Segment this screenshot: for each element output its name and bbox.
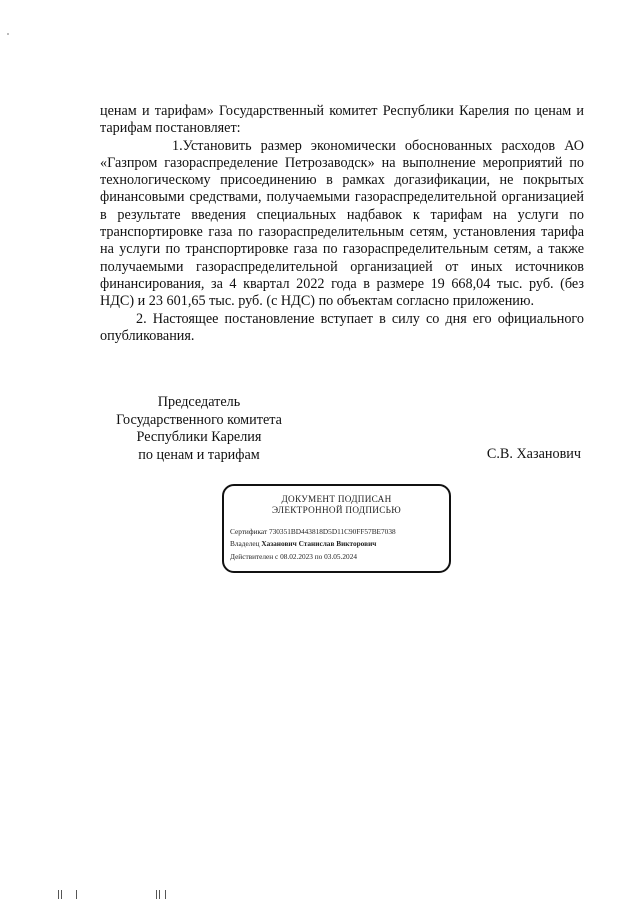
electronic-signature-stamp bbox=[222, 484, 451, 573]
stamp-valid-to: 03.05.2024 bbox=[324, 551, 357, 561]
stamp-owner-value: Хазанович Станислав Викторович bbox=[261, 539, 377, 549]
scan-registration-marks bbox=[58, 890, 198, 900]
stamp-title bbox=[224, 494, 449, 516]
signer-name: С.В. Хазанович bbox=[486, 446, 581, 462]
signer-position-line: по ценам и тарифам bbox=[138, 446, 260, 463]
signer-position bbox=[104, 394, 294, 464]
stamp-details bbox=[230, 526, 450, 563]
clause-2: 2. Настоящее постановление вступает в силу со дня его официального опубликования. bbox=[100, 310, 584, 344]
signer-position-line: Государственного комитета bbox=[116, 411, 282, 428]
scan-mark bbox=[76, 890, 77, 899]
document-body bbox=[100, 103, 584, 345]
stamp-certificate-value: 730351BD443818D5D11C90FF57BE7038 bbox=[268, 527, 396, 536]
stamp-certificate-row bbox=[230, 526, 450, 538]
stamp-owner-label: Владелец bbox=[230, 539, 260, 549]
stamp-title-line: ЭЛЕКТРОННОЙ ПОДПИСЬЮ bbox=[272, 505, 401, 515]
stamp-valid-label: Действителен с bbox=[230, 551, 279, 561]
stamp-certificate-label: Сертификат bbox=[230, 527, 268, 536]
signer-position-line: Республики Карелия bbox=[136, 429, 262, 445]
signer-position-line: Председатель bbox=[157, 394, 241, 410]
scan-mark bbox=[156, 890, 157, 899]
scan-mark bbox=[58, 890, 59, 899]
clause-1-number: 1. bbox=[172, 137, 183, 154]
scan-speck bbox=[7, 33, 9, 35]
scan-mark bbox=[61, 890, 62, 899]
stamp-title-line: ДОКУМЕНТ ПОДПИСАН bbox=[281, 494, 392, 504]
scan-mark bbox=[165, 890, 166, 899]
scan-mark bbox=[159, 890, 160, 899]
stamp-owner-row bbox=[230, 538, 450, 550]
stamp-validity-row bbox=[230, 551, 450, 563]
clause-1-text: Установить размер экономически обоснованных расходов АО «Газпром газораспределение Петрозаводск» на выполнение мероприятий по технологическому присоединению в рамках догазификации, не покрытых финансовыми средствами, получаемыми газораспределительной организацией в результате введения специальных надбавок к тарифам на услуги по транспортировке газа по газораспределительным сетям, установления тарифа на услуги по транспортировке газа по газораспределительным сетям, а также получаемыми газораспределительной организацией от иных источников финансирования, за 4 квартал 2022 года в размере 19 668,04 тыс. руб. (без НДС) и 23 601,65 тыс. руб. (с НДС) по объектам согласно приложению. bbox=[100, 137, 584, 310]
clause-1 bbox=[100, 138, 584, 311]
stamp-valid-to-label: по bbox=[314, 551, 323, 561]
stamp-valid-from: 08.02.2023 bbox=[280, 551, 313, 561]
intro-paragraph: ценам и тарифам» Государственный комитет Республики Карелия по ценам и тарифам постановляет: bbox=[100, 103, 584, 137]
